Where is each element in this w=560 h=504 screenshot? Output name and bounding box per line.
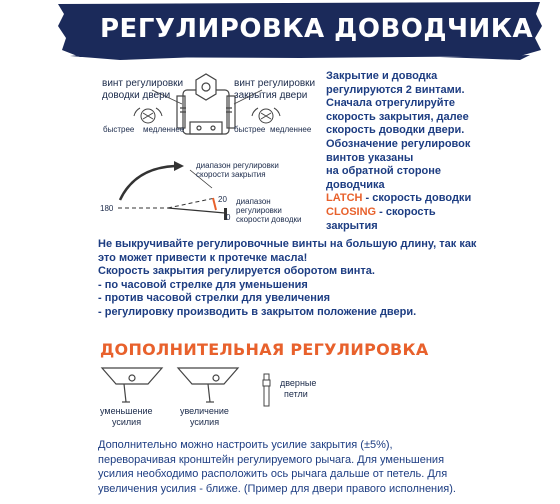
- screw-icon: [134, 108, 162, 123]
- header-banner: [0, 0, 560, 60]
- right-slower-label: медленнее: [270, 125, 312, 134]
- latch-range-label: диапазон: [236, 197, 271, 206]
- closing-text: - скорость: [376, 205, 436, 218]
- description-line: доводчика: [326, 178, 385, 191]
- warning-text: [98, 238, 476, 320]
- decrease-label: уменьшение: [100, 406, 153, 416]
- bracket-decrease-icon: [102, 368, 162, 402]
- door-closer-icon: [177, 74, 235, 134]
- closing-term: CLOSING: [326, 205, 377, 218]
- increase-label-2: усилия: [190, 417, 220, 427]
- left-screw-label-2: доводки двери: [102, 90, 171, 101]
- page-title: РЕГУЛИРОВКА ДОВОДЧИКА: [100, 14, 534, 44]
- right-screw-label: винт регулировки: [234, 78, 316, 89]
- description-line: Сначала отрегулируйте: [326, 97, 456, 110]
- section-title: ДОПОЛНИТЕЛЬНАЯ РЕГУЛИРОВКА: [100, 340, 429, 359]
- latch-text: - скорость доводки: [362, 192, 472, 205]
- angle-180-label: 180: [100, 204, 114, 213]
- hinges-label-2: петли: [284, 389, 308, 399]
- hinges-label: дверные: [280, 378, 317, 388]
- left-slower-label: медленнее: [143, 125, 185, 134]
- right-screw-label-2: закрытия двери: [234, 90, 308, 101]
- close-range-label-2: скорости закрытия: [196, 170, 266, 179]
- warning-line: это может привести к протечке масла!: [98, 251, 308, 264]
- description-line: винтов указаны: [326, 151, 414, 164]
- bracket-increase-icon: [178, 368, 238, 402]
- hinge-icon: [263, 374, 270, 406]
- warning-line: Не выкручивайте регулировочные винты на большую длину, так как: [98, 238, 477, 250]
- angle-0-label: 0: [226, 213, 231, 222]
- screw-icon: [252, 108, 280, 123]
- close-range-label: диапазон регулировки: [196, 161, 279, 170]
- additional-text: Дополнительно можно настроить усилие закрытия (±5%), переворачивая кронштейн регулируемого рычага. Для уменьшения усилия необходимо расположить ось рычага дальше от петель. Для увеличения усилия - ближе. (Пример для двери правого исполнения).: [98, 439, 456, 495]
- left-faster-label: быстрее: [103, 125, 135, 134]
- increase-label: увеличение: [180, 406, 229, 416]
- warning-line: - против часовой стрелки для увеличения: [98, 292, 331, 305]
- description-line: скорость доводки двери.: [326, 124, 465, 137]
- right-faster-label: быстрее: [234, 125, 266, 134]
- latch-line: [326, 192, 551, 206]
- description-line: Закрытие и доводка: [326, 70, 438, 82]
- angle-20-label: 20: [218, 195, 227, 204]
- warning-line: - регулировку производить в закрытом положение двери.: [98, 305, 417, 318]
- warning-line: - по часовой стрелке для уменьшения: [98, 278, 308, 291]
- latch-term: LATCH: [326, 192, 363, 205]
- description-line: на обратной стороне: [326, 165, 442, 178]
- warning-line: Скорость закрытия регулируется оборотом винта.: [98, 265, 375, 278]
- description-line: Обозначение регулировок: [326, 137, 471, 150]
- closing-line-2: закрытия: [326, 219, 378, 232]
- description-line: регулируются 2 винтами.: [326, 83, 465, 96]
- decrease-label-2: усилия: [112, 417, 142, 427]
- description-line: скорость закрытия, далее: [326, 110, 469, 123]
- latch-range-label-2: регулировки: [236, 206, 282, 215]
- left-screw-label: винт регулировки: [102, 78, 184, 89]
- latch-range-label-3: скорости доводки: [236, 215, 302, 224]
- description-text: [326, 70, 551, 233]
- closing-line: [326, 206, 551, 220]
